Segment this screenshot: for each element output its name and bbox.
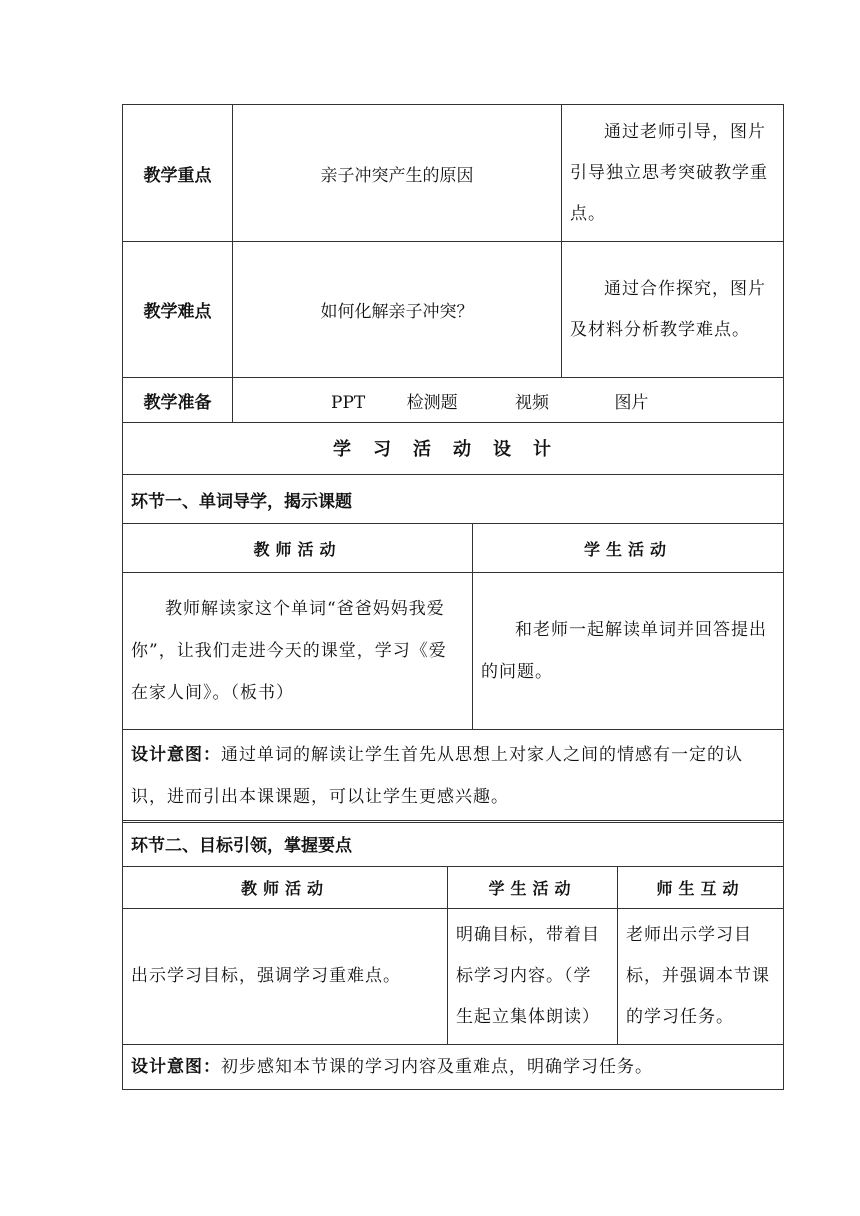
lesson-info-table <box>122 104 784 422</box>
stage1-intent <box>123 730 784 823</box>
stage2-teacher-header: 教师活动 <box>123 867 448 909</box>
key-point-label: 教学重点 <box>123 105 233 242</box>
stage1-intent-label: 设计意图： <box>131 745 221 765</box>
key-point-row <box>123 105 784 242</box>
stage2-student-text: 明确目标，带着目标学习内容。（学生起立集体朗读） <box>448 909 618 1045</box>
stage1-student-text: 和老师一起解读单词并回答提出的问题。 <box>473 573 784 730</box>
prep-item-video: 视频 <box>515 392 550 413</box>
stage2-interaction-header: 师生互动 <box>618 867 784 909</box>
difficulty-row <box>123 242 784 378</box>
prep-item-image: 图片 <box>614 392 649 413</box>
stage1-intent-row <box>122 729 784 820</box>
prep-item-test: 检测题 <box>406 392 458 413</box>
activity-title: 学习活动设计 <box>123 422 784 475</box>
difficulty-method: 通过合作探究，图片及材料分析教学难点。 <box>562 242 784 378</box>
stage2-intent-text: 初步感知本节课的学习内容及重难点，明确学习任务。 <box>221 1057 653 1077</box>
stage1-table <box>122 523 784 729</box>
stage1-title-row <box>122 474 784 523</box>
key-point-content: 亲子冲突产生的原因 <box>233 105 562 242</box>
preparation-label: 教学准备 <box>123 378 233 423</box>
stage2-intent <box>123 1045 784 1090</box>
key-point-method: 通过老师引导，图片引导独立思考突破教学重点。 <box>562 105 784 242</box>
preparation-row <box>123 378 784 423</box>
stage1-title: 环节一、单词导学，揭示课题 <box>123 475 784 524</box>
activity-title-row <box>122 422 784 474</box>
difficulty-content: 如何化解亲子冲突？ <box>233 242 562 378</box>
stage2-title-row <box>122 820 784 866</box>
stage2-title: 环节二、目标引领，掌握要点 <box>123 821 784 867</box>
difficulty-label: 教学难点 <box>123 242 233 378</box>
prep-item-ppt: PPT <box>331 392 366 413</box>
stage1-teacher-header: 教师活动 <box>123 524 473 573</box>
stage1-intent-text: 通过单词的解读让学生首先从思想上对家人之间的情感有一定的认识，进而引出本课课题，可以让学生更感兴趣。 <box>131 745 743 807</box>
stage2-table <box>122 866 784 1044</box>
stage2-intent-label: 设计意图： <box>131 1057 221 1077</box>
stage2-intent-row <box>122 1044 784 1090</box>
stage1-teacher-text: 教师解读家这个单词“爸爸妈妈我爱你”，让我们走进今天的课堂，学习《爱在家人间》。（板书） <box>123 573 473 730</box>
preparation-items <box>233 378 784 423</box>
stage1-student-header: 学生活动 <box>473 524 784 573</box>
stage2-interaction-text: 老师出示学习目标，并强调本节课的学习任务。 <box>618 909 784 1045</box>
stage2-student-header: 学生活动 <box>448 867 618 909</box>
stage2-teacher-text: 出示学习目标，强调学习重难点。 <box>123 909 448 1045</box>
